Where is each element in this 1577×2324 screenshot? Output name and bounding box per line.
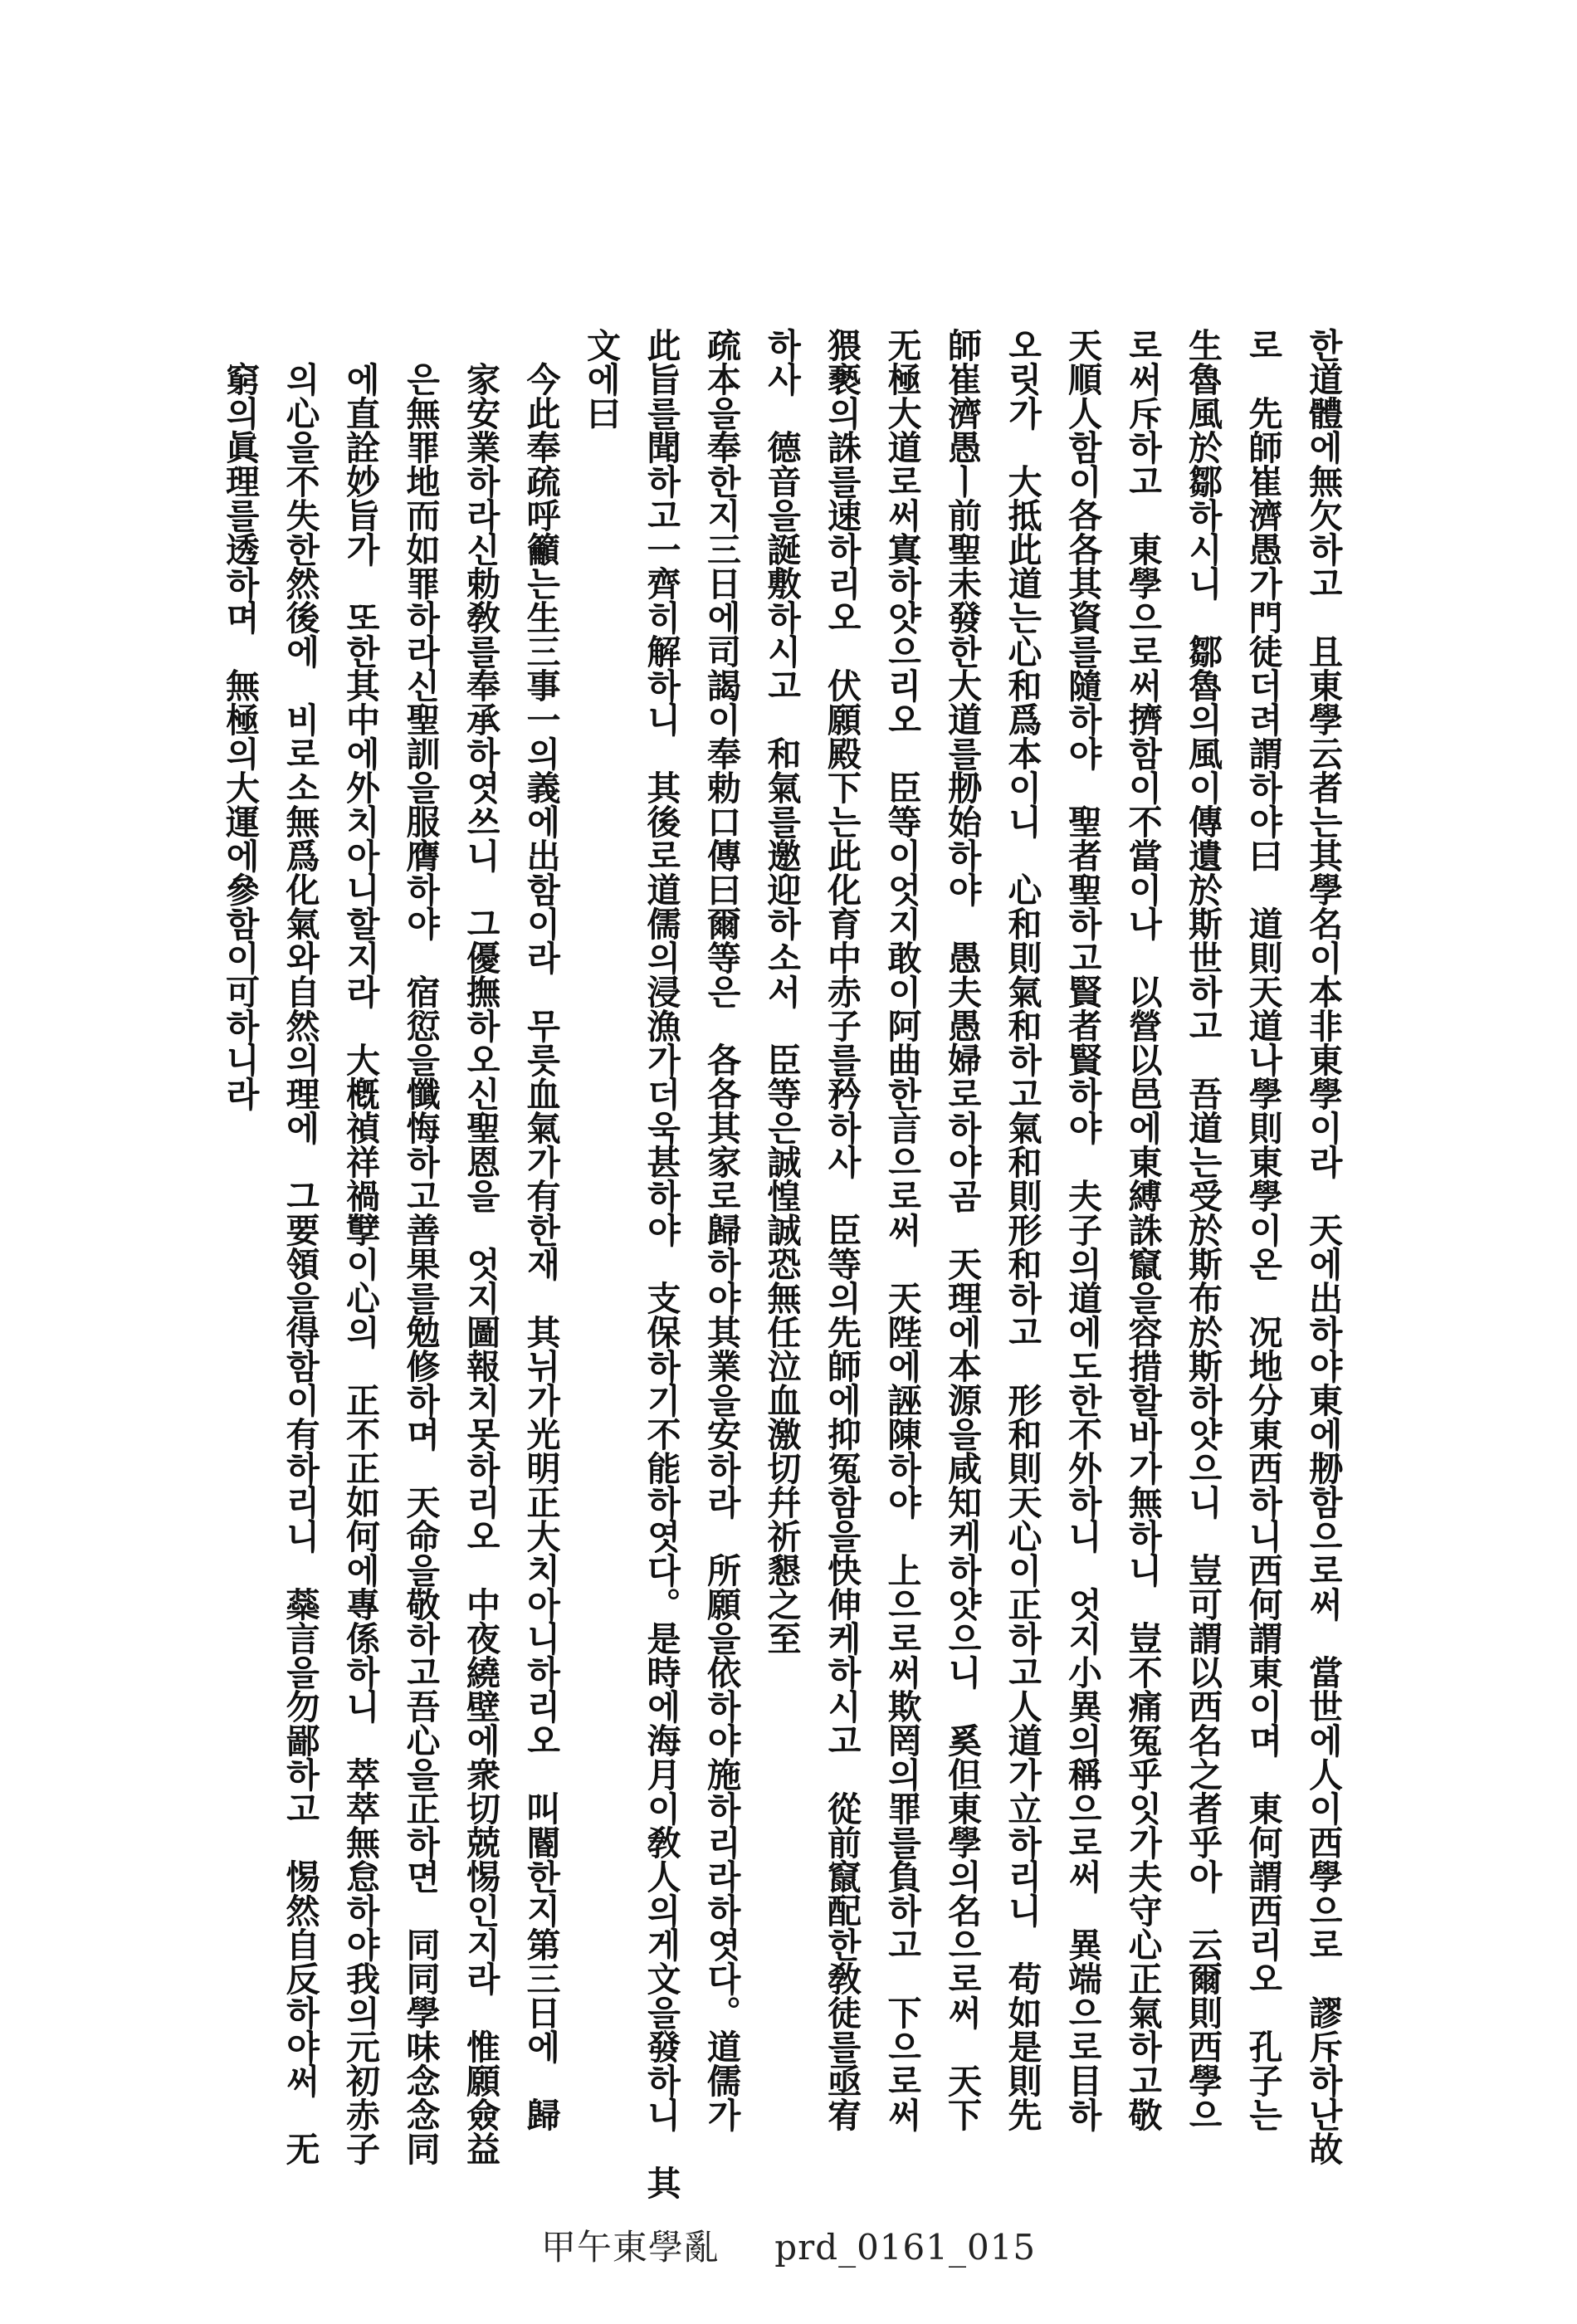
text-column-1: 한道體에無欠하고 且東學云者는其學名이本非東學이라 天에出하야東에刱함으로써 當世에人이西學으로 謬斥하난故 <box>1303 328 1343 2165</box>
text-column-14: 今此奉疏呼籲는生三事一의義에出함이라 무릇血氣가有한재 其뉘가光明正大치아니하리오 叫閽한지第三日에 歸 <box>520 362 561 2131</box>
text-column-9: 猥褻의誅를速하리오 伏願殿下는此化育中赤子를矜하사 臣等의先師에抑冤함을快伸케하시고 從前竄配한敎徒를亟宥 <box>822 328 862 2131</box>
text-column-19: 窮의眞理를透하며 無極의大運에參함이可하니라 <box>220 362 260 1111</box>
text-column-18: 의心을不失한然後에 비로소無爲化氣와自然의理에 그要領을得함이有하리니 蘂言을勿鄙하고 惕然自反하야써 无 <box>280 362 320 2165</box>
text-column-11: 疏本을奉한지三日에司謁이奉勅口傳曰爾等은 各各其家로歸하야其業을安하라 所願을依하야施하리라하엿다。道儒가 <box>701 328 741 2131</box>
text-column-3: 生魯風於鄒하시니 鄒魯의風이傳遺於斯世하고 吾道는受於斯布於斯하얏으니 豈可謂以西名之者乎아 云爾則西學으 <box>1183 328 1223 2131</box>
text-column-8: 无極大道로써寘하얏으리오 臣等이엇지敢이阿曲한言으로써 天陛에誣陳하야 上으로써欺罔의罪를負하고 下으로써 <box>881 328 922 2131</box>
text-column-10: 하사 德音을誕敷하시고 和氣를邀迎하소서 臣等은誠惶誠恐無任泣血激切幷祈懇之至 <box>761 328 802 1655</box>
vertical-text-block <box>220 328 1353 2200</box>
page-footer <box>0 2220 1577 2270</box>
text-column-12: 此旨를聞하고一齊히解하니 其後로道儒의浸漁가더욱甚하야 支保하기不能하엿다。是時에海月이敎人의게文을發하니 其 <box>641 328 681 2200</box>
text-column-13: 文에曰 <box>581 328 621 430</box>
text-column-15: 家安業하라신勅敎를奉承하엿쓰니 그優撫하오신聖恩을 엇지圖報치못하리오 中夜繞壁에衆切兢惕인지라 惟願僉益 <box>461 362 500 2165</box>
text-column-2: 로 先師崔濟愚가門徒더려謂하야曰 道則天道나學則東學이온 况地分東西하니西何謂東이며 東何謂西리오 孔子는 <box>1243 328 1283 2131</box>
footer-page-id: prd_0161_015 <box>774 2227 1037 2268</box>
text-column-6: 오릿가 大抵此道는心和爲本이니 心和則氣和하고氣和則形和하고 形和則天心이正하고人道가立하리니 苟如是則先 <box>1002 328 1042 2131</box>
footer-book-title: 甲午東學亂 <box>540 2227 720 2268</box>
text-column-4: 로써斥하고 東學으로써擠함이不當이나 以營以邑에東縛誅竄을容措할바가無하니 豈不痛冤乎잇가夫守心正氣하고敬 <box>1122 328 1163 2131</box>
text-column-17: 에直詮妙旨가 또한其中에外치아니할지라 大槪禎祥禍孼이心의 正不正如何에專係하니 萃萃無怠하야我의元初赤子 <box>340 362 380 2165</box>
text-column-16: 은無罪地而如罪하라신聖訓을服膺하야 宿愆을懺悔하고善果를勉修하며 天命을敬하고吾心을正하면 同同學味念念同 <box>400 362 441 2165</box>
text-column-7: 師崔濟愚ㅣ前聖未發한大道를刱始하야 愚夫愚婦로하야곰 天理에本源을咸知케하얏으니 奚但東學의名으로써 天下 <box>942 328 982 2131</box>
text-column-5: 天順人함이各各其資를隨하야 聖者聖하고賢者賢하야 夫子의道에도한不外하니 엇지小異의稱으로써 異端으로目하 <box>1062 328 1102 2131</box>
